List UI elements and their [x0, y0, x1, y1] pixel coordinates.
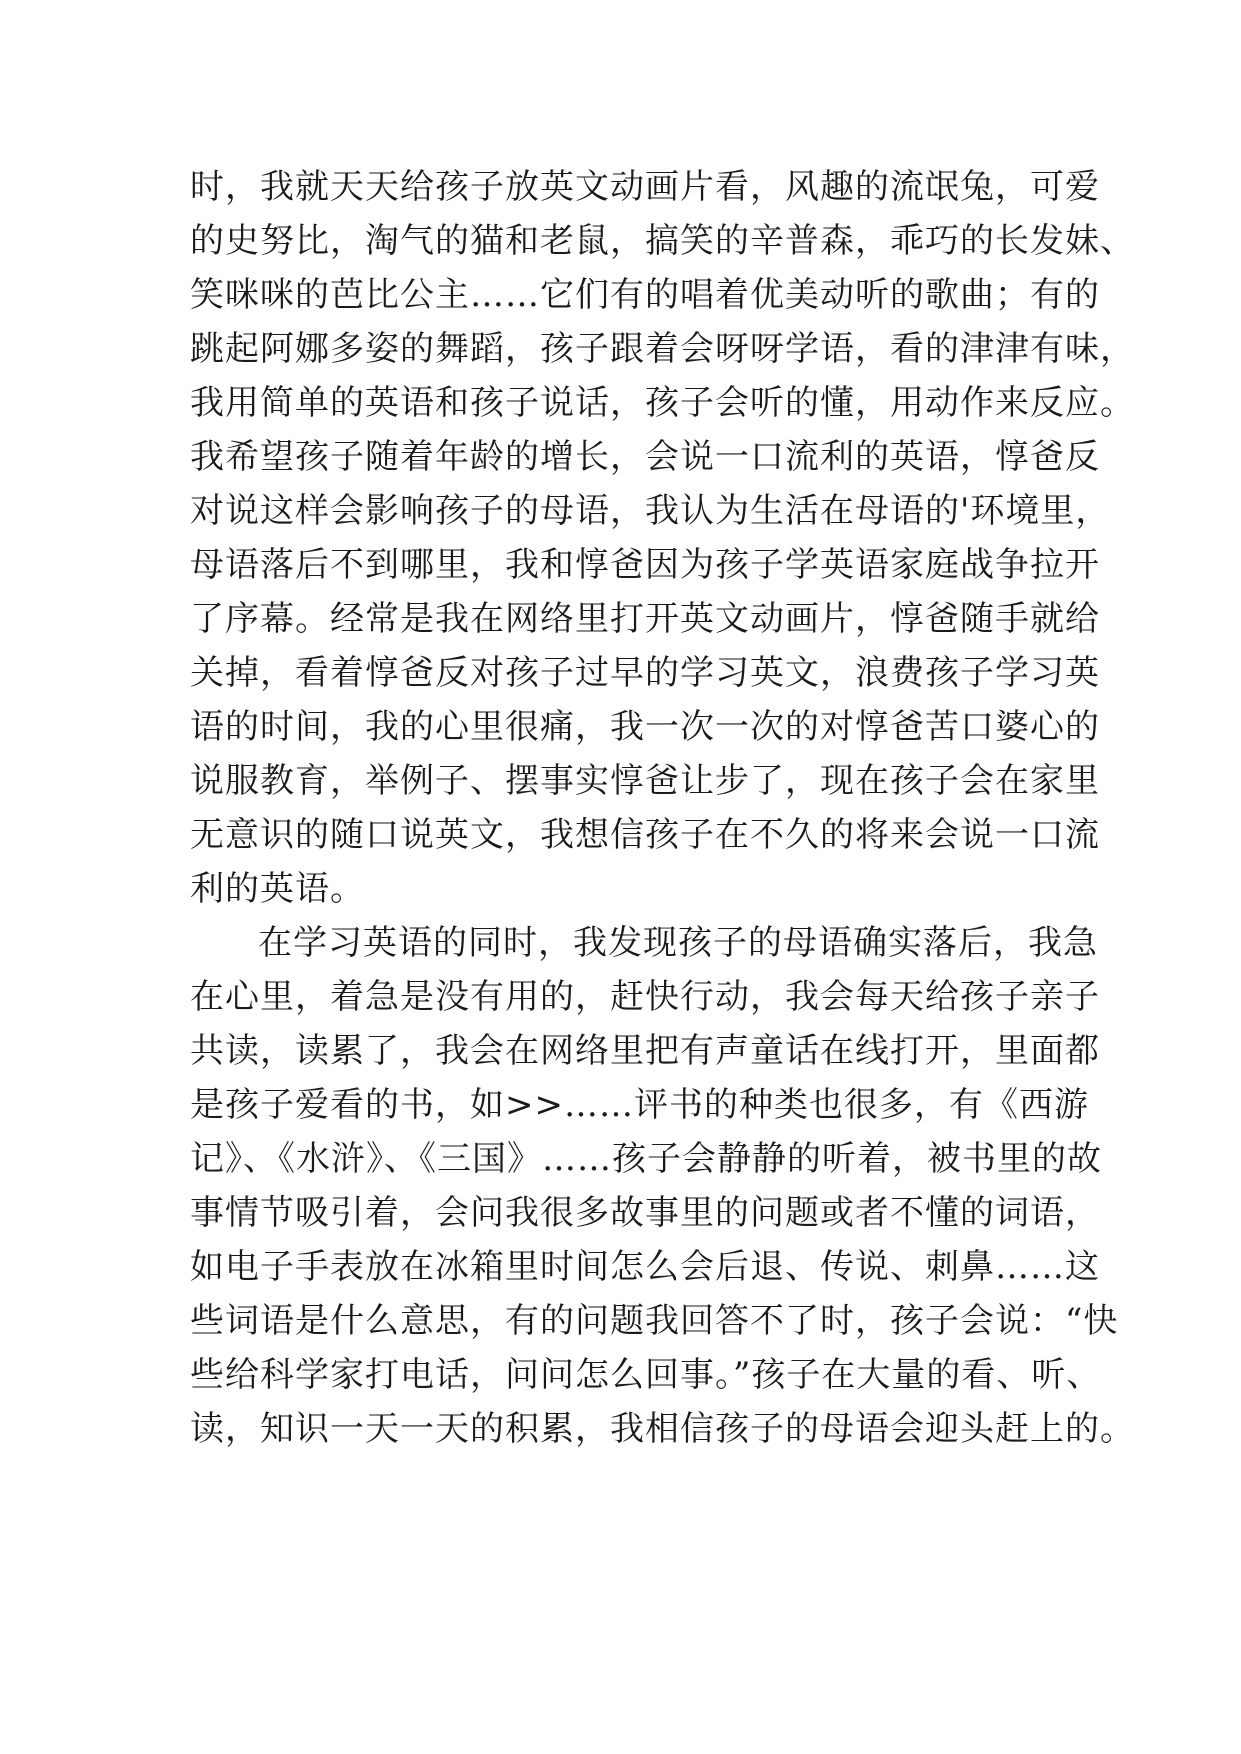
text-line: 在学习英语的同时，我发现孩子的母语确实落后，我急: [258, 923, 1098, 963]
text-line: 母语落后不到哪里，我和惇爸因为孩子学英语家庭战争拉开: [190, 545, 1100, 585]
text-line: 的史努比，淘气的猫和老鼠，搞笑的辛普森，乖巧的长发妹、: [190, 221, 1135, 261]
text-line: 记》、《水浒》、《三国》……孩子会静静的听着，被书里的故: [190, 1139, 1102, 1179]
text-line: 事情节吸引着，会问我很多故事里的问题或者不懂的词语，: [190, 1193, 1100, 1233]
paragraph-2: [190, 916, 1135, 1456]
document-body: [190, 160, 1135, 1456]
text-line: 些给科学家打电话，问问怎么回事。”孩子在大量的看、听、: [190, 1355, 1102, 1395]
paragraph-1: [190, 160, 1135, 916]
text-line: 跳起阿娜多姿的舞蹈，孩子跟着会呀呀学语，看的津津有味，: [190, 329, 1135, 369]
text-line: 在心里，着急是没有用的，赶快行动，我会每天给孩子亲子: [190, 977, 1100, 1017]
text-line: 了序幕。经常是我在网络里打开英文动画片，惇爸随手就给: [190, 599, 1100, 639]
text-line: 关掉，看着惇爸反对孩子过早的学习英文，浪费孩子学习英: [190, 653, 1100, 693]
text-line: 如电子手表放在冰箱里时间怎么会后退、传说、刺鼻……这: [190, 1247, 1100, 1287]
text-line: 共读，读累了，我会在网络里把有声童话在线打开，里面都: [190, 1031, 1100, 1071]
text-line: 时，我就天天给孩子放英文动画片看，风趣的流氓兔，可爱: [190, 167, 1100, 207]
text-line: 笑咪咪的芭比公主……它们有的唱着优美动听的歌曲；有的: [190, 275, 1100, 315]
text-line: 无意识的随口说英文，我想信孩子在不久的将来会说一口流: [190, 815, 1100, 855]
text-line: 语的时间，我的心里很痛，我一次一次的对惇爸苦口婆心的: [190, 707, 1100, 747]
text-line: 是孩子爱看的书，如>>……评书的种类也很多，有《西游: [190, 1085, 1089, 1125]
text-line: 对说这样会影响孩子的母语，我认为生活在母语的'环境里，: [190, 491, 1111, 531]
text-line: 说服教育，举例子、摆事实惇爸让步了，现在孩子会在家里: [190, 761, 1100, 801]
text-line: 些词语是什么意思，有的问题我回答不了时，孩子会说：“快: [190, 1301, 1119, 1341]
text-line: 我用简单的英语和孩子说话，孩子会听的懂，用动作来反应。: [190, 383, 1135, 423]
text-line: 利的英语。: [190, 869, 365, 909]
text-line: 读，知识一天一天的积累，我相信孩子的母语会迎头赶上的。: [190, 1409, 1135, 1449]
text-line: 我希望孩子随着年龄的增长，会说一口流利的英语，惇爸反: [190, 437, 1100, 477]
